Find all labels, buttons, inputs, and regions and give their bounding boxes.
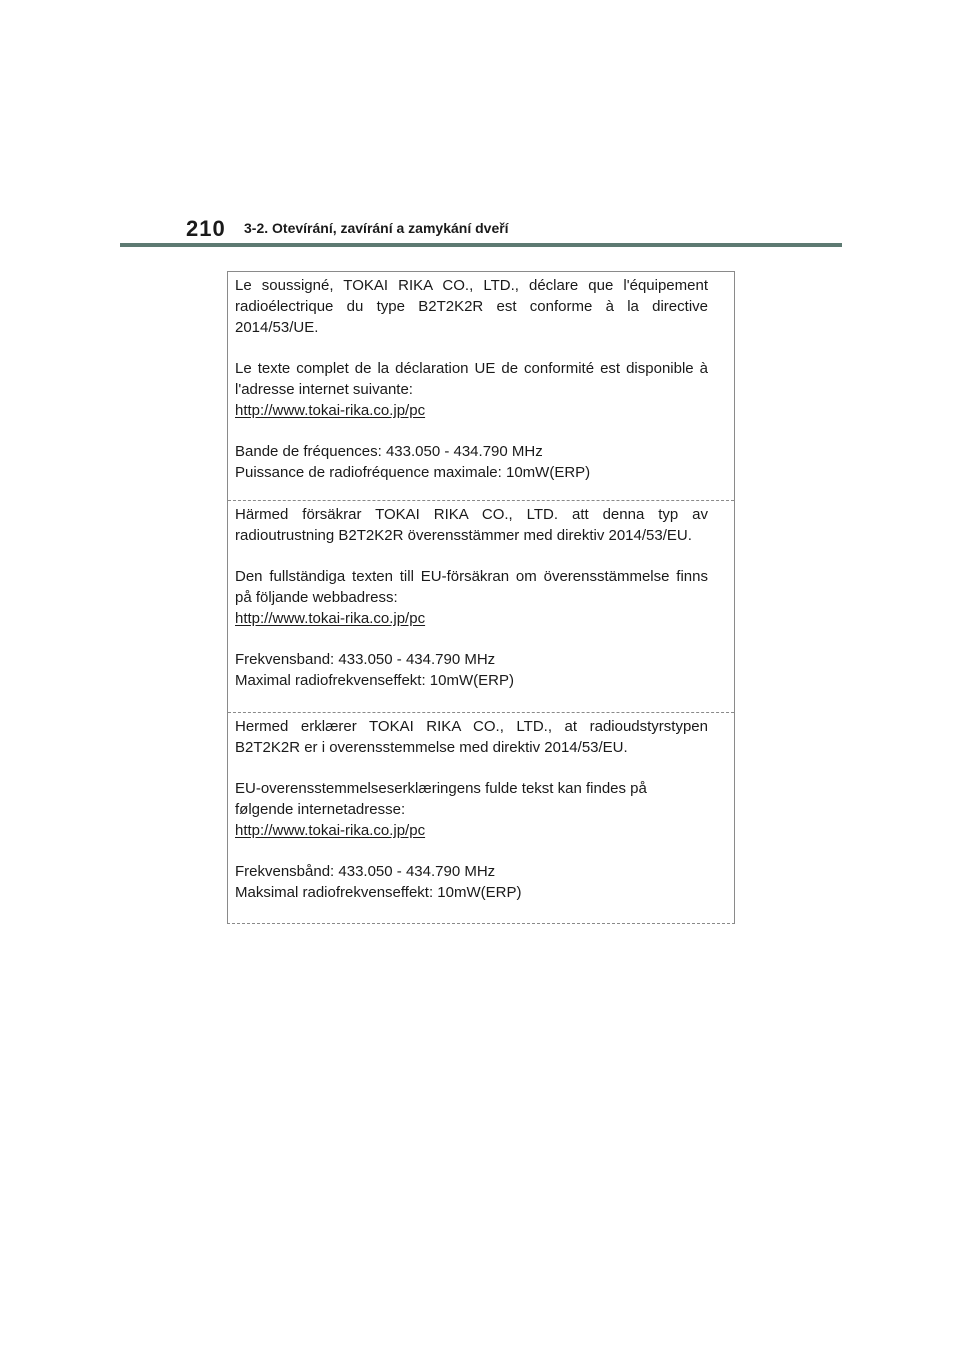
statement-line: 2014/53/UE.: [235, 319, 319, 336]
statement-paragraph: [235, 504, 708, 546]
fulltext-paragraph: [235, 566, 708, 629]
max-power: Maximal radiofrekvenseffekt: 10mW(ERP): [235, 672, 514, 689]
declaration-danish: [228, 712, 734, 923]
declaration-swedish: [228, 500, 734, 712]
fulltext-line: Den fullständiga texten till EU-försäkran om överensstämmelse finns: [235, 568, 708, 585]
max-power: Maksimal radiofrekvenseffekt: 10mW(ERP): [235, 884, 522, 901]
radio-specs-paragraph: [235, 861, 708, 903]
statement-line: Le soussigné, TOKAI RIKA CO., LTD., déclare que l'équipement: [235, 277, 708, 294]
statement-line: radioélectrique du type B2T2K2R est conforme à la directive: [235, 298, 708, 315]
declaration-url-link[interactable]: http://www.tokai-rika.co.jp/pc: [235, 402, 426, 419]
declaration-url-link[interactable]: http://www.tokai-rika.co.jp/pc: [235, 822, 426, 839]
radio-specs-paragraph: [235, 441, 708, 483]
fulltext-line: Le texte complet de la déclaration UE de conformité est disponible à: [235, 360, 708, 377]
fulltext-paragraph: [235, 358, 708, 421]
declaration-url-link[interactable]: http://www.tokai-rika.co.jp/pc: [235, 610, 426, 627]
header-divider: [120, 243, 842, 247]
fulltext-line: på följande webbadress:: [235, 589, 398, 606]
statement-paragraph: [235, 275, 708, 338]
frequency-band: Bande de fréquences: 433.050 - 434.790 MHz: [235, 443, 543, 460]
section-title: 3-2. Otevírání, zavírání a zamykání dveří: [244, 220, 509, 236]
statement-line: B2T2K2R er i overensstemmelse med direktiv 2014/53/EU.: [235, 739, 628, 756]
fulltext-line: EU-overensstemmelseserklæringens fulde tekst kan findes på: [235, 780, 647, 797]
fulltext-line: følgende internetadresse:: [235, 801, 406, 818]
declarations-box: [227, 271, 735, 924]
statement-line: Hermed erklærer TOKAI RIKA CO., LTD., at radioudstyrstypen: [235, 718, 708, 735]
fulltext-paragraph: [235, 778, 708, 841]
page-header: [0, 0, 960, 250]
max-power: Puissance de radiofréquence maximale: 10mW(ERP): [235, 464, 591, 481]
frequency-band: Frekvensband: 433.050 - 434.790 MHz: [235, 651, 496, 668]
statement-line: radioutrustning B2T2K2R överensstämmer med direktiv 2014/53/EU.: [235, 527, 692, 544]
radio-specs-paragraph: [235, 649, 708, 691]
frequency-band: Frekvensbånd: 433.050 - 434.790 MHz: [235, 863, 496, 880]
statement-line: Härmed försäkrar TOKAI RIKA CO., LTD. att denna typ av: [235, 506, 708, 523]
declaration-french: [228, 272, 734, 500]
page-number: 210: [186, 216, 226, 241]
fulltext-line: l'adresse internet suivante:: [235, 381, 413, 398]
statement-paragraph: [235, 716, 708, 758]
